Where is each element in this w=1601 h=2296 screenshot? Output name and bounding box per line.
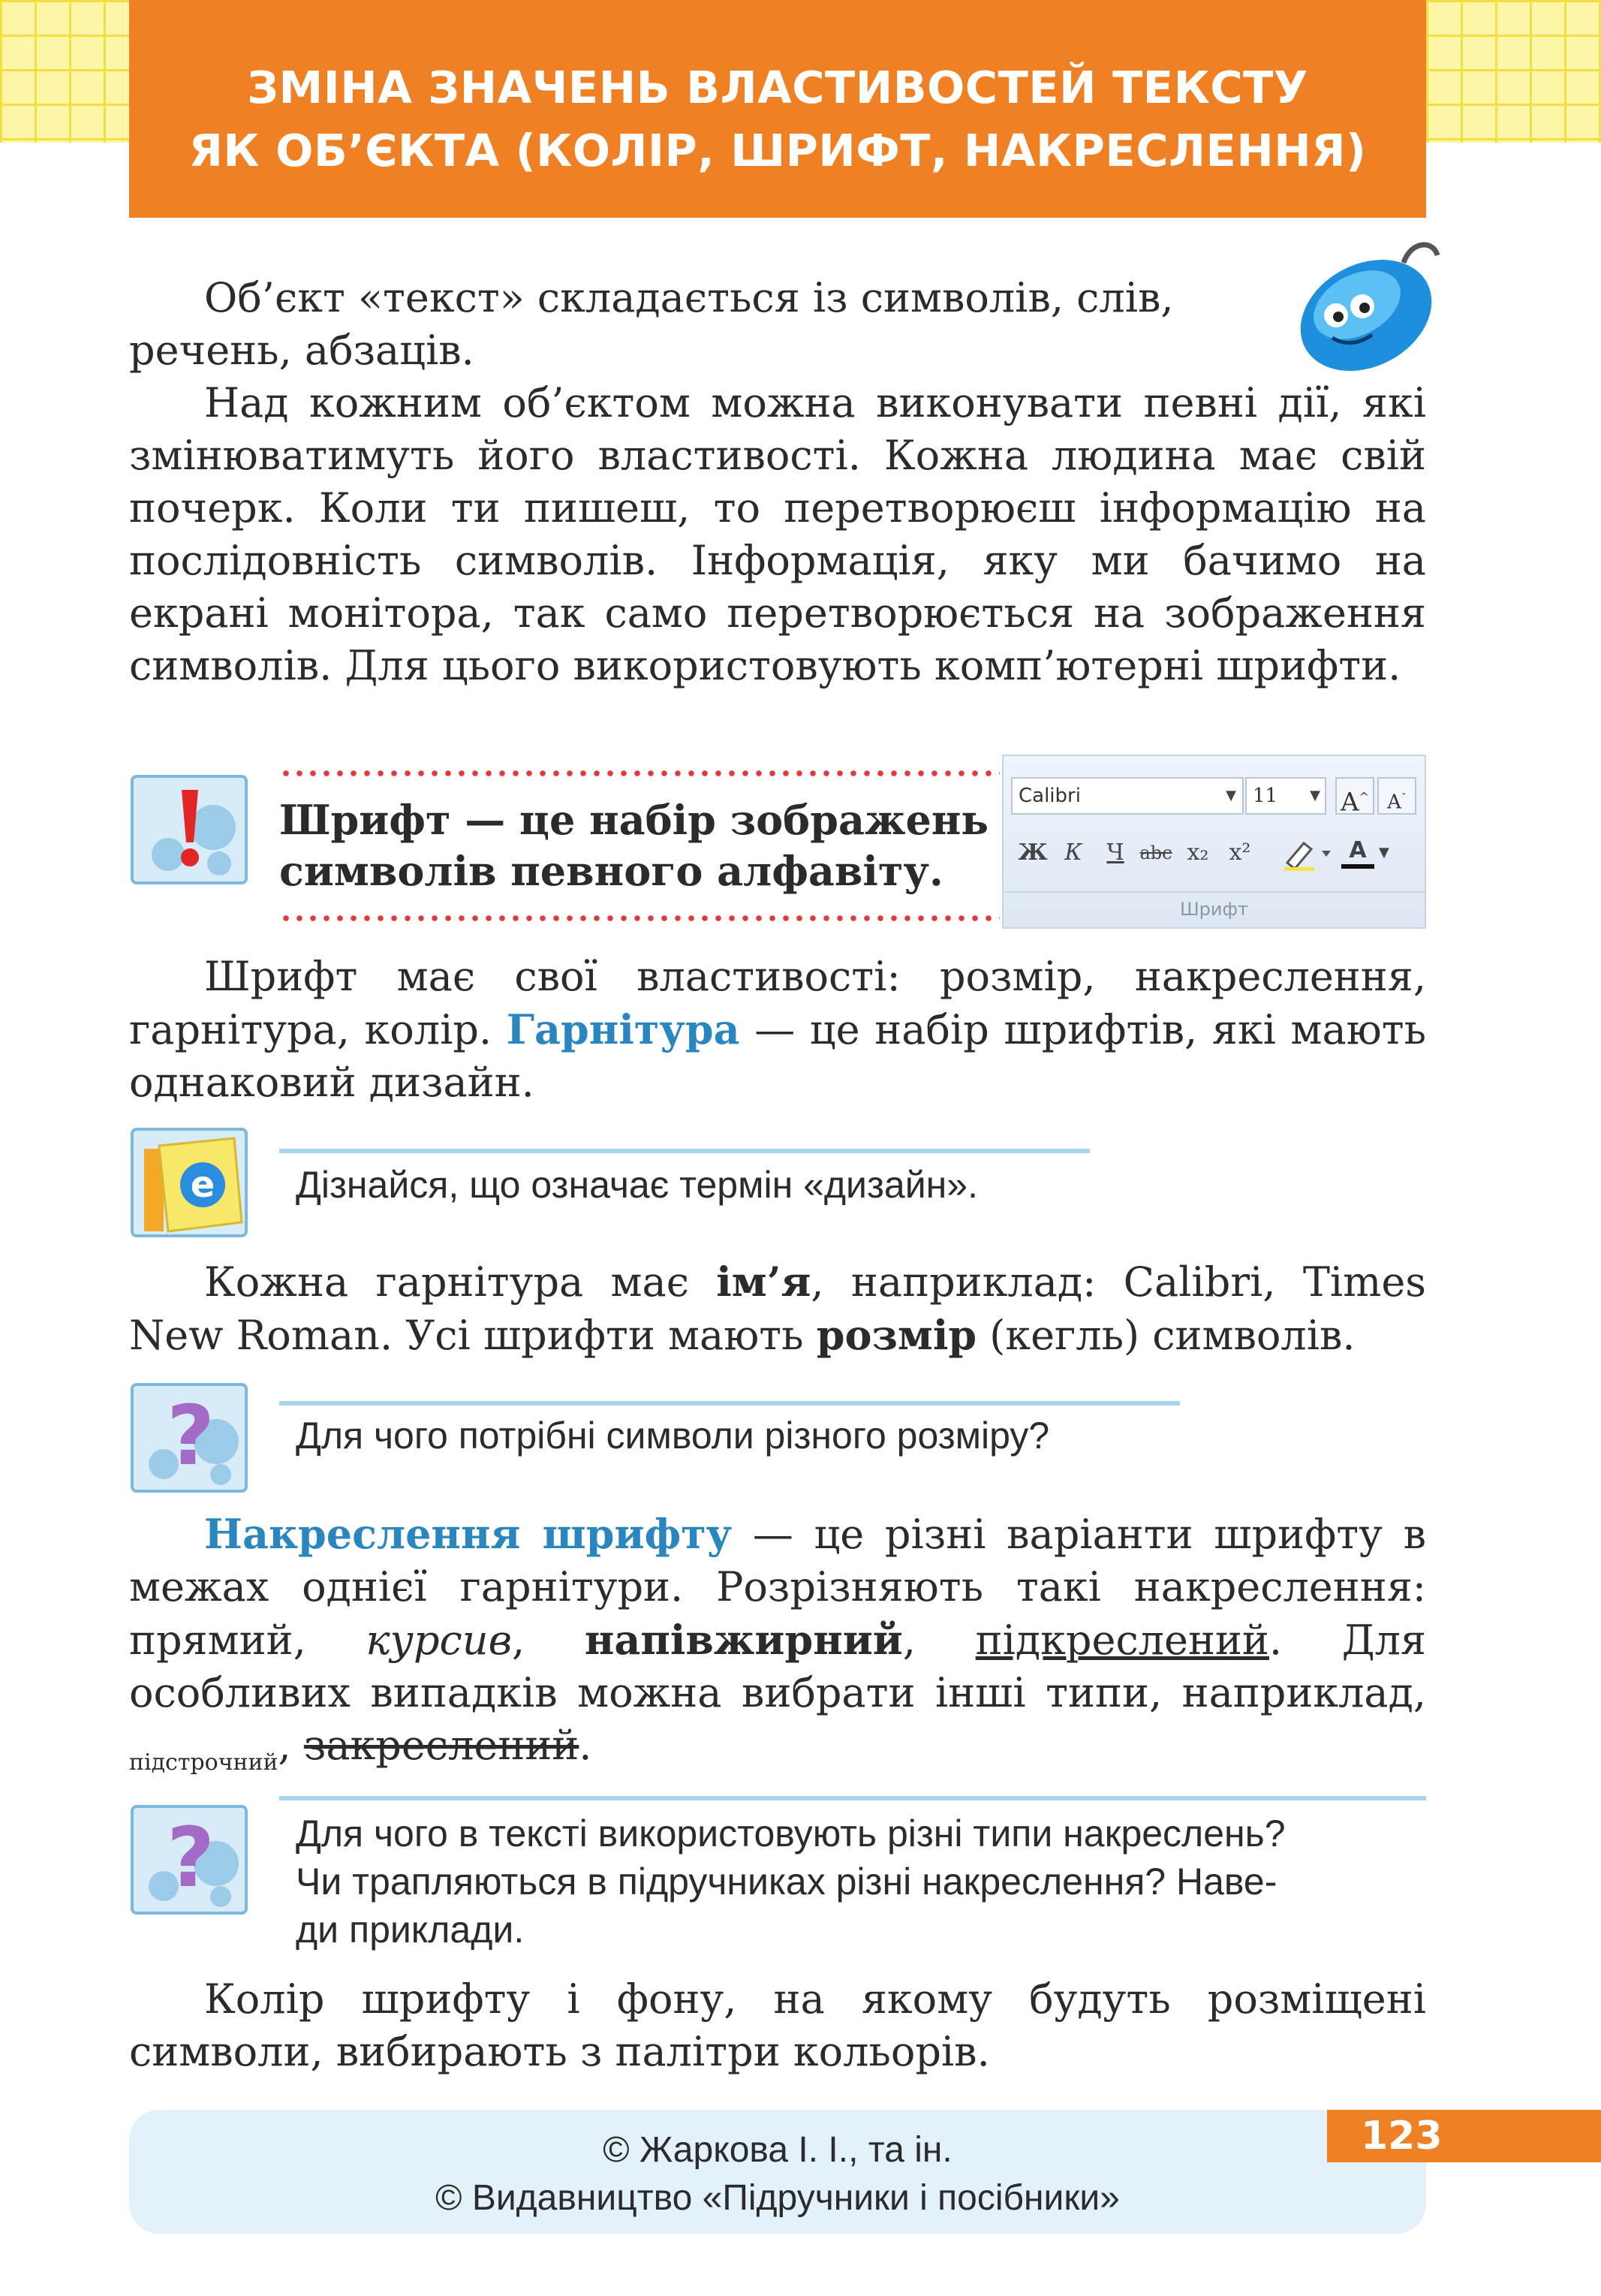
properties-text-b: — це набір шрифтів, які мають однаковий дизайн. (129, 1006, 1427, 1106)
italic-sample: курсив (366, 1617, 513, 1664)
typeface-name-text-c: (кегль) символів. (989, 1312, 1356, 1359)
task-font-styles (296, 1809, 1286, 1954)
page-number: 123 (1327, 2110, 1601, 2162)
intro-line-2: речень, абзаців. (129, 327, 474, 374)
typeface-name-text-a: Кожна гарнітура має (204, 1258, 689, 1306)
definition-line-2: символів певного алфавіту. (279, 847, 943, 895)
font-style-text-a: — це різні варіанти шрифту в межах однієї гарнітури. Розрізняють такі накреслення: прямий, (129, 1511, 1427, 1664)
paragraph-properties (129, 951, 1426, 1109)
underline-button[interactable]: Ч (1106, 839, 1124, 866)
grow-font-label: A (1341, 787, 1359, 818)
svg-text:e: e (190, 1164, 215, 1206)
superscript-button[interactable]: x² (1229, 839, 1251, 866)
strikethrough-sample: закреслений (303, 1722, 579, 1769)
bold-size: розмір (816, 1311, 977, 1359)
subscript-sample: підстрочний (129, 1749, 278, 1776)
shrink-font-label: A (1387, 791, 1401, 814)
paragraph-typeface-name (129, 1255, 1426, 1362)
svg-text:?: ? (167, 1809, 215, 1906)
task-divider (279, 1149, 1090, 1153)
chapter-title-banner (129, 0, 1426, 218)
chapter-title-line-2: ЯК ОБ’ЄКТА (КОЛІР, ШРИФТ, НАКРЕСЛЕННЯ) (188, 125, 1367, 176)
intro-line-1: Об’єкт «текст» складається із символів, слів, (204, 274, 1174, 321)
typeface-name-text-b: , наприклад: Calibri, Times New Roman. Усі шрифти мають (129, 1258, 1426, 1359)
task-divider (279, 1796, 1426, 1800)
highlighter-icon[interactable] (1281, 839, 1334, 872)
task-design: Дізнайся, що означає термін «дизайн». (296, 1164, 978, 1206)
grow-font-button[interactable]: A^ (1335, 777, 1374, 815)
paragraph-font-style: Накреслення шрифту — це різні варіанти шрифту в межах однієї гарнітури. Розрізняють такі накреслення: прямий, курсив, напівжирний, підкреслений. Для особливих випадків можна вибрати інші типи, наприклад, $_{підстрочний}$, закреслений. (129, 1510, 1427, 1776)
paragraph-intro (129, 272, 1426, 377)
ribbon-group-label: Шрифт (1180, 899, 1248, 920)
question-icon (129, 1803, 249, 1916)
dropdown-arrow-icon[interactable]: ▼ (1379, 845, 1389, 860)
bold-sample: напівжирний (584, 1616, 903, 1664)
dropdown-arrow-icon[interactable]: ▼ (1310, 788, 1320, 803)
font-name-value: Calibri (1019, 785, 1081, 807)
task-size: Для чого потрібні символи різного розміру? (296, 1415, 1050, 1457)
shrink-font-button[interactable]: $A^ˇ$ (1377, 777, 1416, 815)
yellow-grid-right (1426, 0, 1601, 143)
yellow-grid-left (0, 0, 131, 143)
term-typeface: Гарнітура (506, 1005, 740, 1053)
font-ribbon-group (1002, 755, 1426, 929)
task-font-styles-line-3: ди приклади. (296, 1909, 525, 1951)
question-icon (129, 1382, 249, 1494)
dropdown-arrow-icon[interactable]: ▼ (1226, 788, 1236, 803)
copyright-publisher: © Видавництво «Підручники і посібники» (435, 2178, 1120, 2218)
font-style-text-b: . Для особливих випадків можна вибрати інші типи, наприклад, (129, 1617, 1426, 1716)
definition-line-1: Шрифт — це набір зображень (279, 796, 989, 844)
dotted-border-bottom (279, 914, 1000, 922)
font-name-box[interactable] (1011, 777, 1244, 815)
dotted-border-top (279, 770, 1000, 777)
svg-text:?: ? (167, 1388, 215, 1484)
copyright-footer (129, 2110, 1426, 2234)
exclamation-icon (129, 773, 249, 886)
paragraph-color (129, 1973, 1426, 2078)
definition-text (279, 794, 1000, 896)
task-divider (279, 1401, 1180, 1406)
copyright-authors: © Жаркова І. І., та ін. (603, 2130, 952, 2170)
ribbon-divider (1004, 891, 1425, 893)
task-font-styles-line-2: Чи трапляються в підручниках різні накреслення? Наве- (296, 1861, 1277, 1903)
italic-button[interactable]: К (1064, 839, 1082, 866)
properties-text-a: Шрифт має свої властивості: розмір, накреслення, гарнітура, колір. (129, 953, 1426, 1053)
bold-name: ім’я (716, 1258, 811, 1306)
color-text: Колір шрифту і фону, на якому будуть розміщені символи, вибирають з палітри кольорів. (129, 1975, 1426, 2075)
internet-book-icon (129, 1126, 249, 1239)
term-font-style: Накреслення шрифту (204, 1510, 733, 1558)
chapter-title-line-1: ЗМІНА ЗНАЧЕНЬ ВЛАСТИВОСТЕЙ ТЕКСТУ (247, 62, 1308, 113)
subscript-button[interactable]: x₂ (1187, 839, 1209, 866)
font-size-box[interactable] (1245, 777, 1326, 815)
paragraph-objects (129, 377, 1426, 692)
bold-button[interactable]: Ж (1018, 839, 1048, 866)
task-font-styles-line-1: Для чого в тексті використовують різні типи накреслень? (296, 1812, 1286, 1855)
paragraph-objects-text: Над кожним об’єктом можна виконувати певні дії, які змінюватимуть його властивості. Кожна людина має свій почерк. Коли ти пишеш, то перетворюєш інформацію на послідовність символів. Інформація, яку ми бачимо на екрані монітора, так само перетворюється на зображення символів. Для цього використовують комп’ютерні шрифти. (129, 379, 1426, 689)
mouse-mascot-icon (1291, 233, 1441, 375)
underline-sample: підкреслений (975, 1617, 1269, 1664)
font-size-value: 11 (1253, 785, 1278, 807)
strikethrough-button[interactable]: abc (1139, 842, 1172, 863)
font-color-button[interactable]: A (1341, 833, 1374, 869)
